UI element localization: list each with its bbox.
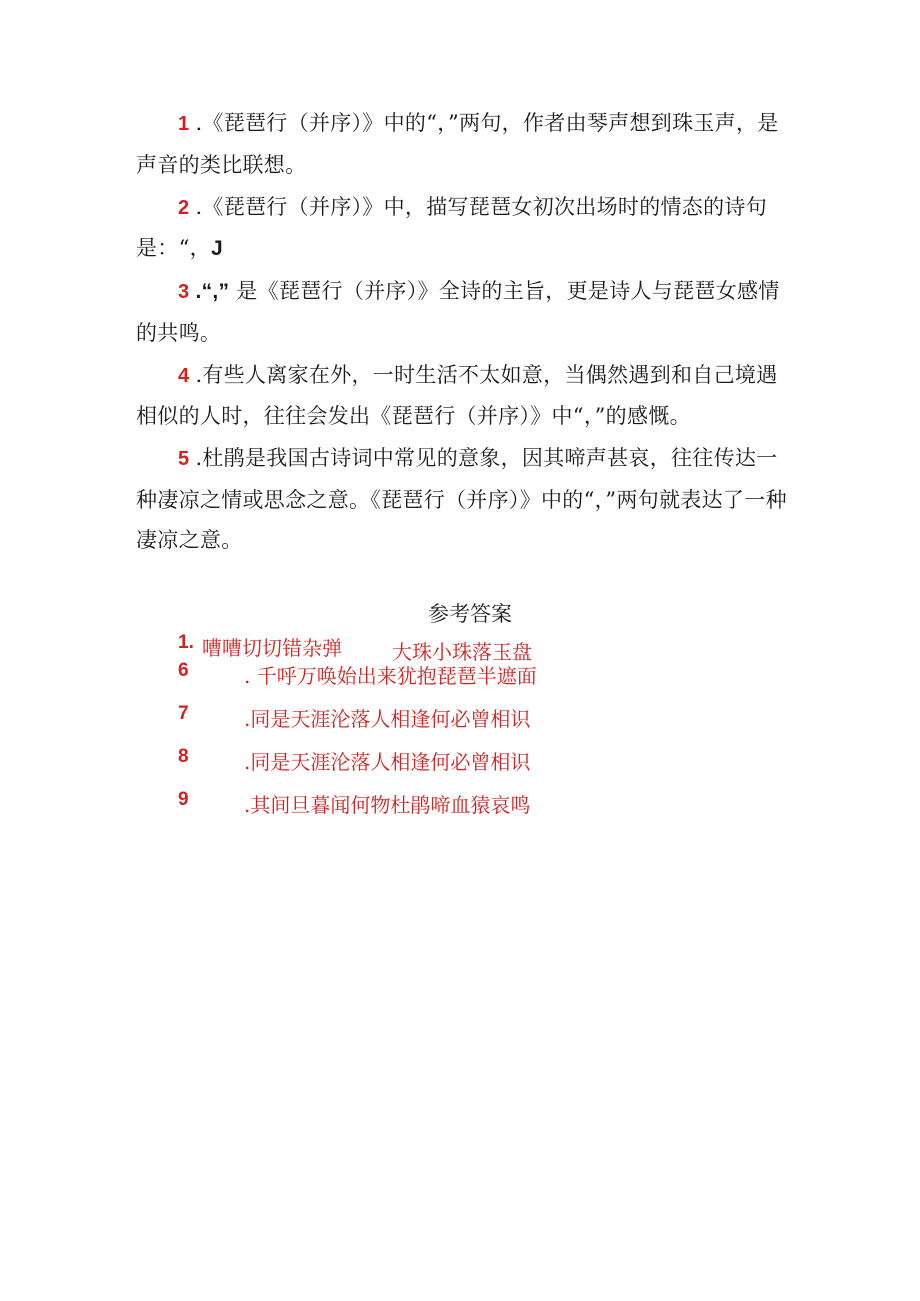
question-number: 4 <box>178 364 190 387</box>
answer-text: . 千呼万唤始出来犹抱琵琶半遮面 <box>244 664 537 688</box>
question-5 <box>136 438 796 561</box>
answer-number: 8 <box>178 746 189 767</box>
answers-heading: 参考答案 <box>428 602 512 626</box>
question-number: 2 <box>178 196 190 219</box>
question-3 <box>136 271 796 353</box>
question-2 <box>136 187 796 270</box>
question-4 <box>136 355 796 437</box>
answer-text: 大珠小珠落玉盘 <box>392 640 532 664</box>
answer-text: .其间旦暮闻何物杜鹃啼血猿哀鸣 <box>244 793 531 817</box>
question-number: 1 <box>178 113 190 135</box>
answer-row <box>178 789 678 832</box>
answer-text: 嘈嘈切切错杂弹 <box>202 636 342 660</box>
question-text-tail: J <box>210 237 223 260</box>
question-number: 3 <box>178 281 190 303</box>
question-list <box>136 103 796 562</box>
question-1 <box>136 103 796 185</box>
question-text: 是《琵琶行（并序）》全诗的主旨，更是诗人与琵琶女感情的共鸣。 <box>136 279 780 345</box>
question-text: .《琵琶行（并序）》中，描写琵琶女初次出场时的情态的诗句是：“， <box>136 194 768 260</box>
answer-number: 9 <box>178 789 189 810</box>
question-text-lead: .“,” <box>195 280 230 303</box>
answer-row <box>178 746 678 789</box>
answer-row <box>178 660 678 703</box>
answer-text: .同是天涯沦落人相逢何必曾相识 <box>244 750 531 774</box>
answer-number: 1. <box>178 632 194 653</box>
answer-number: 7 <box>178 703 189 724</box>
answer-number: 6 <box>178 660 189 681</box>
question-text: .杜鹃是我国古诗词中常见的意象，因其啼声甚哀，往往传达一种凄凉之情或思念之意。《琵琶行（并序）》中的“，”两句就表达了一种凄凉之意。 <box>136 446 787 552</box>
answer-text: .同是天涯沦落人相逢何必曾相识 <box>244 707 531 731</box>
answer-list <box>178 632 678 832</box>
question-text: .《琵琶行（并序）》中的“，”两句，作者由琴声想到珠玉声，是声音的类比联想。 <box>136 111 779 177</box>
answer-row <box>178 632 678 664</box>
answer-row <box>178 703 678 746</box>
question-text: .有些人离家在外，一时生活不太如意，当偶然遇到和自己境遇相似的人时，往往会发出《琵琶行（并序）》中“，”的感慨。 <box>136 362 778 428</box>
question-number: 5 <box>178 448 190 470</box>
